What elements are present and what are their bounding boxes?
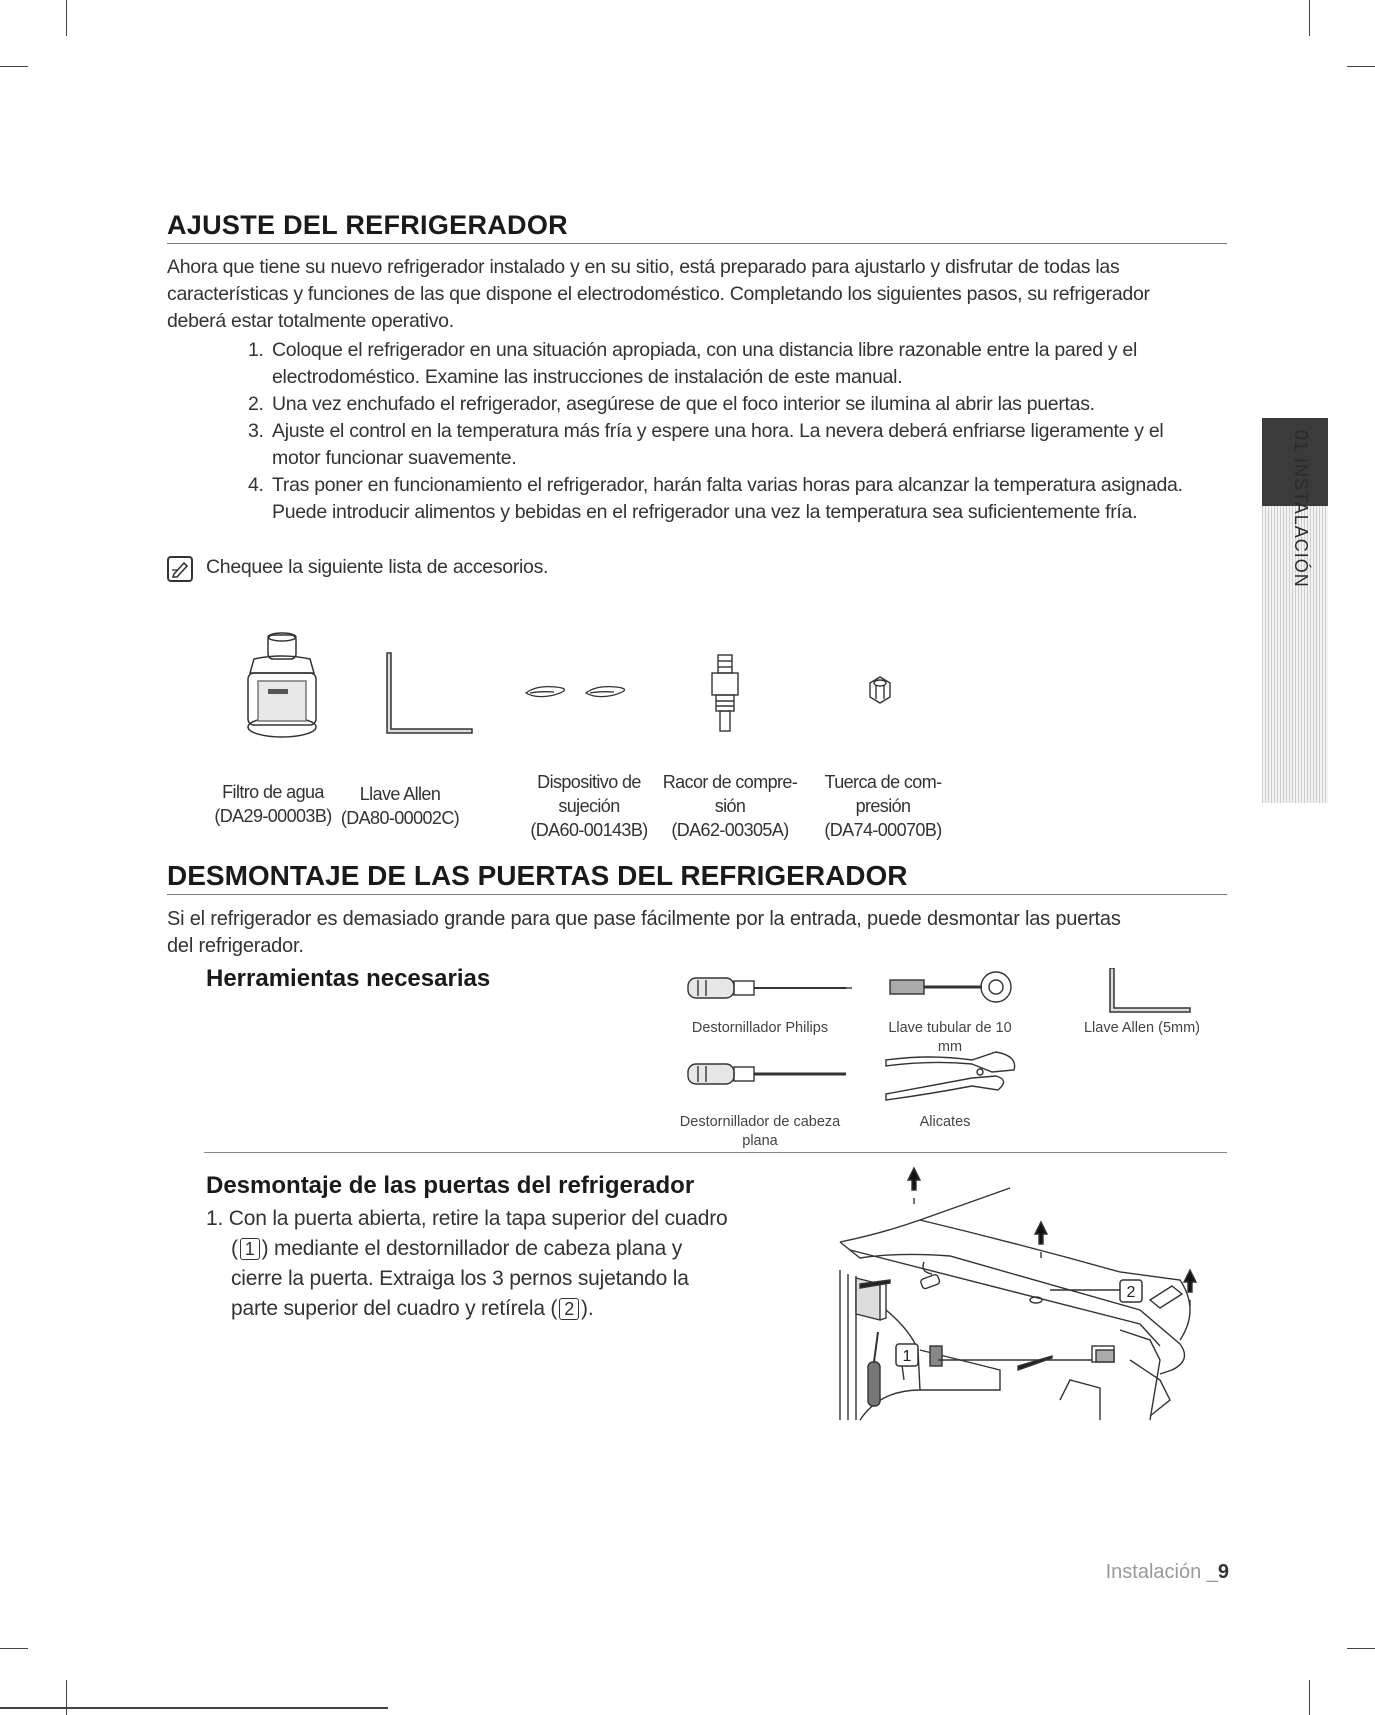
intro-line: características y funciones de las que dispone el electrodoméstico. Completando los siguientes pasos, su refrigerador xyxy=(167,283,1150,305)
tool-label-allen: Llave Allen (5mm) xyxy=(1083,1020,1201,1036)
tool-label-socket-wrench: Llave tubular de 10 mm xyxy=(888,1020,1012,1055)
accessory-label-fitting: Racor de compre- sión (DA62-00305A) xyxy=(662,772,798,840)
step-item: 4. Tras poner en funcionamiento el refrigerador, harán falta varias horas para alcanzar la temperatura asignada. Puede introducir alimentos y bebidas en el refrigerador una vez la temperatura sea suficientemente fría. xyxy=(248,474,1183,523)
flat-screwdriver-illustration xyxy=(688,1064,846,1084)
accessory-label-nut: Tuerca de com- presión (DA74-00070B) xyxy=(824,772,942,840)
accessory-illustrations xyxy=(240,625,960,755)
crop-mark xyxy=(0,1648,28,1649)
bottom-edge-line xyxy=(0,1707,388,1709)
crop-mark xyxy=(66,1680,67,1715)
phillips-screwdriver-illustration xyxy=(688,978,852,998)
door-removal-step: 1. Con la puerta abierta, retire la tapa superior del cuadro ( 1 ) mediante el destornillador de cabeza plana y cierre la puerta. Extraiga los 3 pernos sujetando la parte superior del cuadro y retírela ( 2 ). xyxy=(206,1207,728,1320)
tool-label-flat-screwdriver: Destornillador de cabeza plana xyxy=(679,1114,841,1149)
step-item: 1. Coloque el refrigerador en una situación apropiada, con una distancia libre razonable entre la pared y el electrodoméstico. Examine las instrucciones de instalación de este manual. xyxy=(248,339,1137,388)
tool-label-phillips: Destornillador Philips xyxy=(691,1020,829,1036)
tools-heading: Herramientas necesarias xyxy=(206,965,491,992)
socket-wrench-illustration xyxy=(890,972,1011,1002)
accessory-label-water-filter: Filtro de agua (DA29-00003B) xyxy=(214,782,332,826)
callout-2: 2 xyxy=(1126,1284,1136,1301)
crop-mark xyxy=(1347,66,1375,67)
compression-fitting-illustration xyxy=(712,655,738,731)
step-item: 2. Una vez enchufado el refrigerador, asegúrese de que el foco interior se ilumina al abrir las puertas. xyxy=(248,393,1095,415)
callout-1: 1 xyxy=(902,1348,912,1365)
callout-badge: 1 xyxy=(240,1238,260,1260)
intro-line: Si el refrigerador es demasiado grande para que pase fácilmente por la entrada, puede desmontar las puertas xyxy=(167,908,1121,930)
crop-mark xyxy=(1309,0,1310,36)
allen-wrench-illustration xyxy=(1110,968,1190,1012)
tool-label-pliers: Alicates xyxy=(919,1114,971,1130)
compression-nut-illustration xyxy=(870,677,890,703)
intro-line: deberá estar totalmente operativo. xyxy=(167,310,454,332)
crop-mark xyxy=(0,66,28,67)
setup-steps xyxy=(248,337,1208,526)
intro-line: del refrigerador. xyxy=(167,935,304,957)
intro-paragraph xyxy=(167,254,1227,335)
accessory-label-allen-key: Llave Allen (DA80-00002C) xyxy=(340,784,460,828)
chapter-tab-label: 01 INSTALACIÓN xyxy=(1291,430,1311,588)
intro-paragraph xyxy=(167,906,1237,960)
crop-mark xyxy=(1309,1680,1310,1715)
title-rule xyxy=(167,894,1227,895)
page-footer xyxy=(1106,1561,1229,1584)
accessory-label-clip: Dispositivo de sujeción (DA60-00143B) xyxy=(530,772,648,840)
subsection-rule xyxy=(204,1152,1227,1153)
title-rule xyxy=(167,243,1227,244)
callout-badge: 2 xyxy=(559,1298,579,1320)
section-title: DESMONTAJE DE LAS PUERTAS DEL REFRIGERADOR xyxy=(167,860,908,891)
subsection-heading: Desmontaje de las puertas del refrigerador xyxy=(206,1172,695,1199)
door-removal-diagram xyxy=(820,1160,1220,1430)
footer-label: Instalación _ xyxy=(1105,1561,1218,1583)
intro-line: Ahora que tiene su nuevo refrigerador instalado y en su sitio, está preparado para ajustarlo y disfrutar de todas las xyxy=(167,256,1120,278)
pliers-illustration xyxy=(886,1052,1015,1100)
section-title: AJUSTE DEL REFRIGERADOR xyxy=(167,210,568,240)
clip-illustration xyxy=(526,687,625,697)
note-text: Chequee la siguiente lista de accesorios. xyxy=(206,556,549,578)
water-filter-illustration xyxy=(248,633,316,737)
crop-mark xyxy=(1347,1648,1375,1649)
allen-key-illustration xyxy=(387,653,472,733)
note-icon xyxy=(167,556,193,582)
crop-mark xyxy=(66,0,67,36)
step-item: 3. Ajuste el control en la temperatura más fría y espere una hora. La nevera deberá enfriarse ligeramente y el motor funcionar suavemente. xyxy=(248,420,1164,469)
page-number: 9 xyxy=(1217,1561,1229,1583)
